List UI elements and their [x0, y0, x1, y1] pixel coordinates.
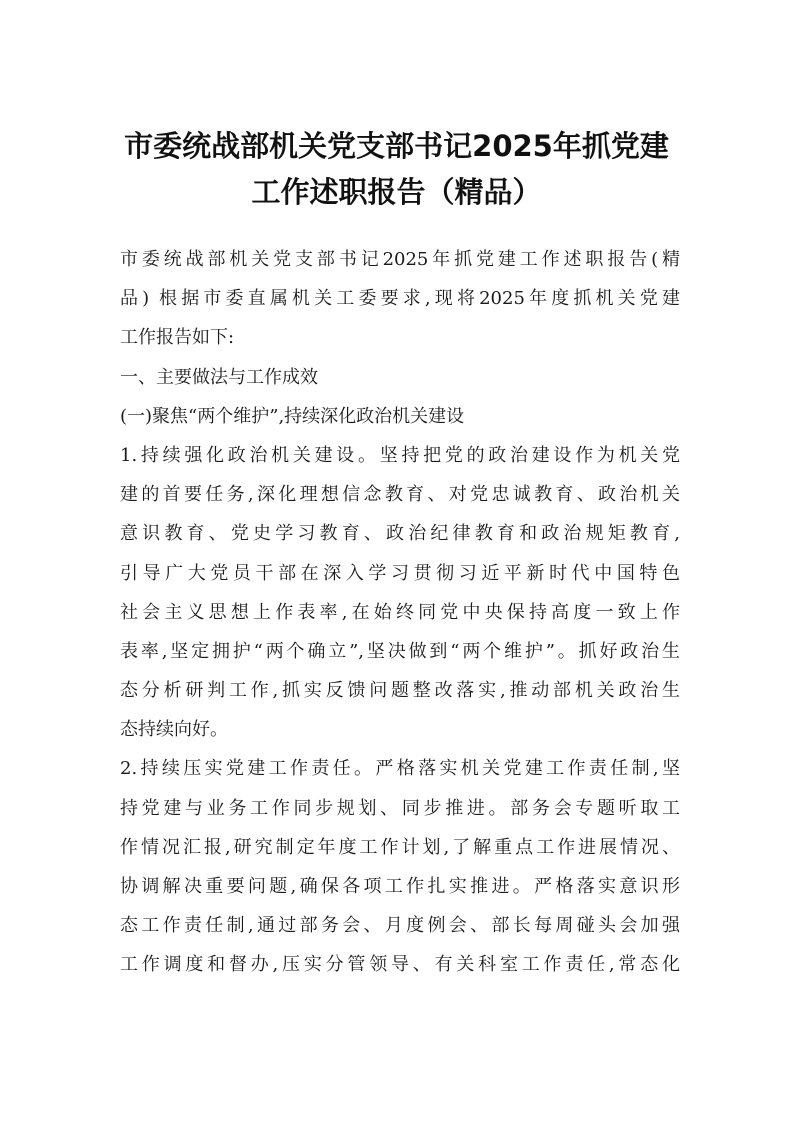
body-line: 工作调度和督办,压实分管领导、有关科室工作责任,常态化 — [120, 954, 680, 976]
body-line: 意识教育、党史学习教育、政治纪律教育和政治规矩教育, — [120, 523, 680, 545]
body-line: 品) 根据市委直属机关工委要求,现将2025年度抓机关党建 — [120, 288, 680, 310]
body-line: 协调解决重要问题,确保各项工作扎实推进。严格落实意识形 — [120, 876, 680, 897]
section-heading: 一、主要做法与工作成效 — [120, 366, 318, 388]
body-line: 2.持续压实党建工作责任。严格落实机关党建工作责任制,坚 — [120, 758, 680, 780]
document-title-line-1: 市委统战部机关党支部书记2025年抓党建 — [124, 129, 669, 163]
body-line: 1.持续强化政治机关建设。坚持把党的政治建设作为机关党 — [120, 444, 680, 466]
body-line: 态工作责任制,通过部务会、月度例会、部长每周碰头会加强 — [120, 915, 680, 937]
document-title-line-2: 工作述职报告（精品） — [251, 175, 542, 209]
body-line: 作情况汇报,研究制定年度工作计划,了解重点工作进展情况、 — [120, 836, 680, 858]
body-line: 工作报告如下: — [120, 327, 235, 349]
subsection-heading: (一)聚焦“两个维护”,持续深化政治机关建设 — [120, 405, 465, 427]
body-line: 态分析研判工作,抓实反馈问题整改落实,推动部机关政治生 — [120, 680, 680, 702]
document-body — [120, 240, 680, 985]
body-line: 持党建与业务工作同步规划、同步推进。部务会专题听取工 — [120, 797, 680, 819]
body-line: 建的首要任务,深化理想信念教育、对党忠诚教育、政治机关 — [120, 484, 680, 506]
body-line: 表率,坚定拥护“两个确立”,坚决做到“两个维护”。抓好政治生 — [120, 640, 680, 662]
body-line: 引导广大党员干部在深入学习贯彻习近平新时代中国特色 — [120, 562, 680, 584]
body-line: 社会主义思想上作表率,在始终同党中央保持高度一致上作 — [120, 601, 680, 623]
body-line: 市委统战部机关党支部书记2025年抓党建工作述职报告(精 — [120, 249, 680, 270]
body-line: 态持续向好。 — [120, 719, 228, 741]
